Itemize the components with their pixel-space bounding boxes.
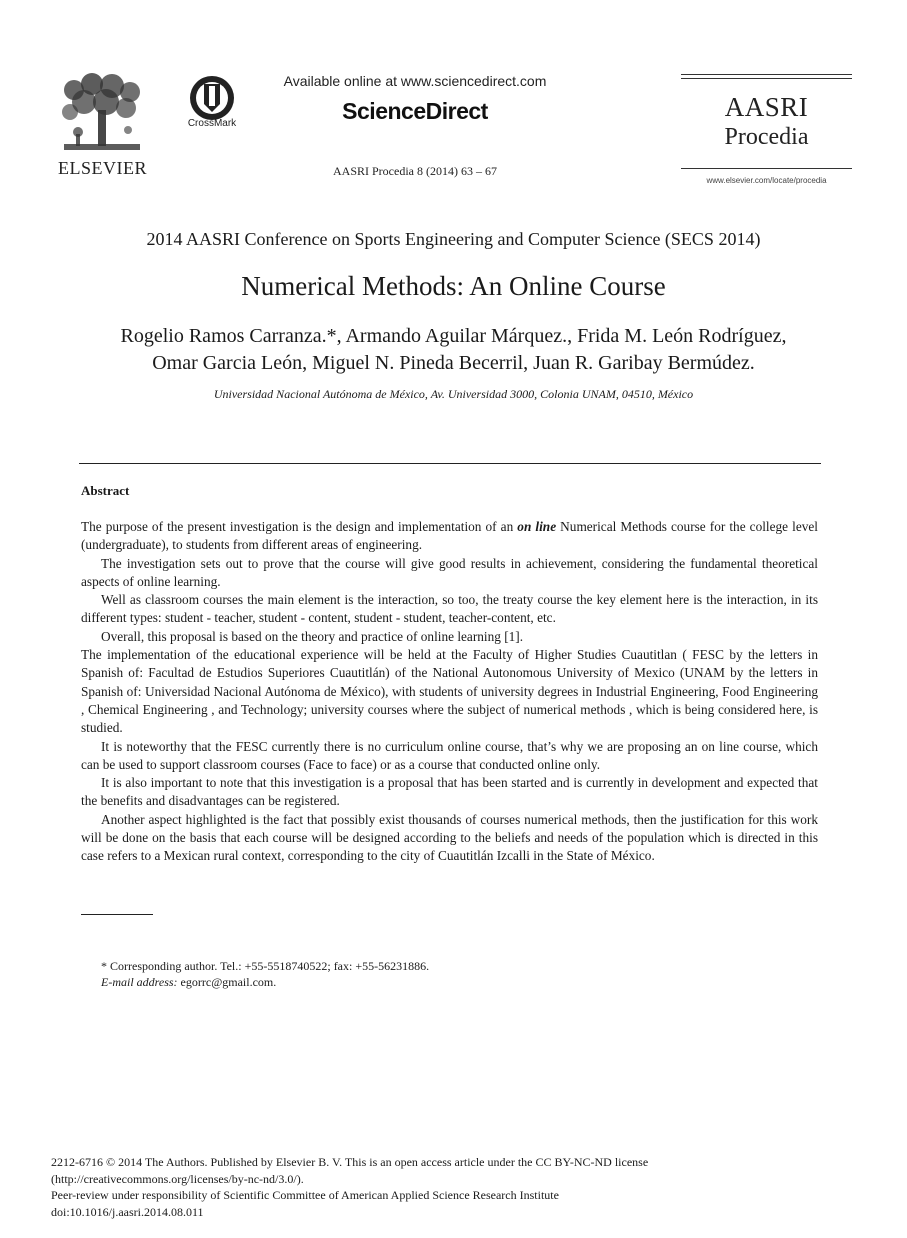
peer-review-line: Peer-review under responsibility of Scientific Committee of American Applied Science Research Institute [51,1188,559,1202]
abstract-paragraph: It is also important to note that this investigation is a proposal that has been started and is currently in development and expected that the benefits and disadvantages can be registered. [81,775,818,809]
license-link[interactable]: (http://creativecommons.org/licenses/by-nc-nd/3.0/). [51,1171,304,1186]
sciencedirect-logo[interactable]: ScienceDirect [342,98,488,124]
abstract-heading: Abstract [81,483,130,498]
authors-line-2: Omar Garcia León, Miguel N. Pineda Becerril, Juan R. Garibay Bermúdez. [152,352,755,374]
journal-url[interactable]: www.elsevier.com/locate/procedia [706,176,827,185]
corresponding-author-footnote [101,958,429,990]
abstract-paragraph: Another aspect highlighted is the fact that possibly exist thousands of courses numerical methods, then the justification for this work will be done on the basis that each course will be designed according to the beliefs and needs of the population which is directed in this case refers to a Mexican rural context, corresponding to the city of Cuautitlán Izcalli in the State of México. [81,811,818,864]
corresponding-author-text: * Corresponding author. Tel.: +55-5518740522; fax: +55-56231886. [101,959,430,973]
journal-masthead [681,74,852,186]
journal-title-line1: AASRI [724,92,809,122]
footnote-divider [81,914,153,915]
email-label: E-mail address: [101,975,178,989]
abstract-paragraph: The investigation sets out to prove that the course will give good results in achievement, considering the fundamental theoretical aspects of online learning. [81,555,818,589]
masthead-rule-top [681,74,852,75]
available-online-text[interactable]: Available online at www.sciencedirect.com [283,73,547,89]
conference-name: 2014 AASRI Conference on Sports Engineering and Computer Science (SECS 2014) [146,229,761,249]
abstract-paragraph: Overall, this proposal is based on the theory and practice of online learning [1]. [101,628,524,644]
abstract-paragraph [81,518,818,555]
author-list [0,323,907,377]
journal-citation: AASRI Procedia 8 (2014) 63 – 67 [333,164,497,178]
email-line [101,974,429,990]
copyright-line: 2212-6716 © 2014 The Authors. Published by Elsevier B. V. This is an open access article under the CC BY-NC-ND license [51,1155,649,1169]
abstract-body [81,518,818,866]
abstract-text: The purpose of the present investigation is the design and implementation of an [81,519,518,534]
abstract-paragraph: The implementation of the educational experience will be held at the Faculty of Higher Studies Cuautitlan ( FESC by the letters in Spanish of: Facultad de Estudios Superiores Cuautitlán) of the National Autonomous University of Mexico (UNAM by the letters in Spanish of: Universidad Nacional Autónoma de México), with students of university degrees in Industrial Engineering, Food Engineering , Chemical Engineering , and Technology; university courses where the subject of numerical methods , which is being considered here, is studied. [81,647,818,736]
copyright-block [51,1154,751,1220]
authors-line-1: Rogelio Ramos Carranza.*, Armando Aguilar Márquez., Frida M. León Rodríguez, [120,325,787,347]
elsevier-logo [54,72,154,180]
abstract-text: Numerical Methods course for the college level (undergraduate), to students from different areas of engineering. [81,519,818,553]
publisher-name: ELSEVIER [58,158,147,178]
masthead-rule-bottom [681,168,852,169]
abstract-paragraph: Well as classroom courses the main element is the interaction, so too, the treaty course the key element here is the interaction, in its different types: student - teacher, student - content, student - student, teacher-content, etc. [81,592,818,626]
abstract-emphasis: on line [517,519,557,534]
crossmark-label: CrossMark [187,118,237,129]
elsevier-tree-icon [54,72,150,156]
affiliation: Universidad Nacional Autónoma de México, Av. Universidad 3000, Colonia UNAM, 04510, México [213,387,694,401]
doi-line[interactable]: doi:10.1016/j.aasri.2014.08.011 [51,1204,204,1219]
abstract-paragraph: It is noteworthy that the FESC currently there is no curriculum online course, that’s why we are proposing an on line course, which can be used to support classroom courses (Face to face) or as a course that conducted online only. [81,738,818,772]
section-divider [79,463,821,464]
paper-title: Numerical Methods: An Online Course [241,271,666,301]
email-address[interactable]: egorrc@gmail.com. [177,975,277,989]
journal-title-line2: Procedia [724,124,809,150]
masthead-rule-top-inner [681,78,852,79]
